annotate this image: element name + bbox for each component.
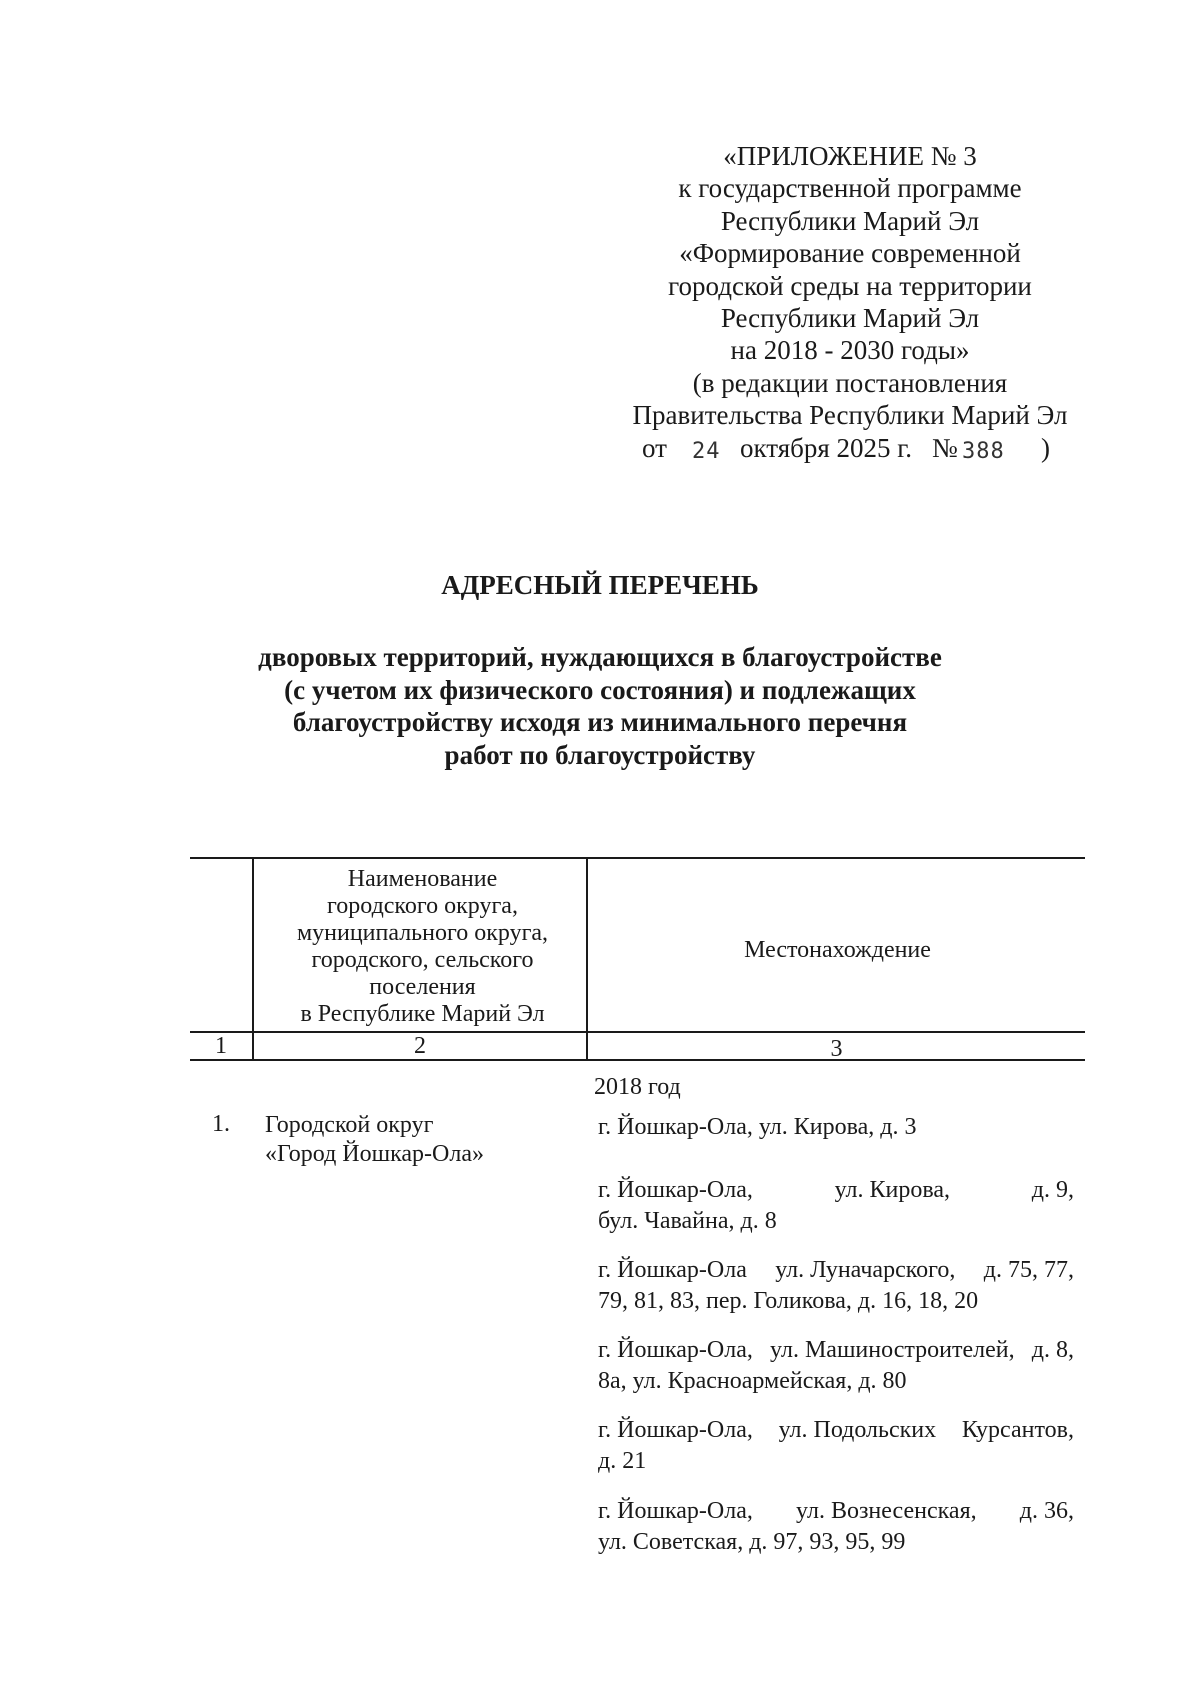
address-entry bbox=[598, 1112, 1074, 1143]
address-line bbox=[598, 1112, 1074, 1143]
address-entry bbox=[598, 1175, 1074, 1237]
column-number-3: 3 bbox=[830, 1036, 843, 1062]
row-number: 1. bbox=[212, 1111, 230, 1137]
subtitle-line: благоустройству исходя из минимального перечня bbox=[292, 707, 908, 737]
appendix-line: на 2018 - 2030 годы» bbox=[730, 335, 970, 366]
address-text: г. Йошкар-Ола bbox=[598, 1257, 747, 1283]
column-header-line: муниципального округа, bbox=[296, 920, 549, 946]
address-text: д. 8, bbox=[1031, 1337, 1074, 1363]
address-line: бул. Чавайна, д. 8 bbox=[598, 1208, 777, 1234]
address-entry bbox=[598, 1335, 1074, 1397]
subtitle-line: дворовых территорий, нуждающихся в благоустройстве bbox=[258, 642, 942, 672]
appendix-line: Правительства Республики Марий Эл bbox=[632, 400, 1068, 431]
subtitle-line: работ по благоустройству bbox=[444, 739, 756, 770]
address-line: д. 21 bbox=[598, 1448, 647, 1474]
address-text: г. Йошкар-Ола, bbox=[598, 1177, 753, 1203]
resolution-number-handwritten: 388 bbox=[962, 438, 1005, 464]
address-entry bbox=[598, 1415, 1074, 1477]
column-header-name bbox=[255, 866, 590, 1028]
resolution-date-line bbox=[600, 432, 1100, 464]
date-day-handwritten: 24 bbox=[692, 438, 721, 464]
column-number-1: 1 bbox=[215, 1033, 227, 1059]
appendix-line: Республики Марий Эл bbox=[720, 303, 980, 334]
column-header-line: городского, сельского bbox=[311, 947, 534, 973]
address-line: ул. Советская, д. 97, 93, 95, 99 bbox=[598, 1529, 906, 1555]
address-text: ул. Кирова, bbox=[834, 1177, 951, 1203]
document-title: АДРЕСНЫЙ ПЕРЕЧЕНЬ bbox=[441, 570, 759, 600]
column-number-2: 2 bbox=[414, 1033, 426, 1059]
date-prefix: от bbox=[642, 432, 667, 463]
column-header-line: городского округа, bbox=[327, 893, 518, 919]
district-line: «Город Йошкар-Ола» bbox=[265, 1141, 484, 1167]
district-name bbox=[265, 1111, 484, 1169]
address-line bbox=[598, 1335, 1074, 1366]
address-line: 79, 81, 83, пер. Голикова, д. 16, 18, 20 bbox=[598, 1288, 979, 1314]
address-entry bbox=[598, 1255, 1074, 1317]
column-header-line: в Республике Марий Эл bbox=[300, 1001, 545, 1027]
appendix-line: городской среды на территории bbox=[668, 270, 1032, 301]
appendix-line: (в редакции постановления bbox=[692, 367, 1008, 398]
appendix-line: к государственной программе bbox=[678, 173, 1022, 204]
district-line: Городской округ bbox=[265, 1112, 434, 1138]
address-text: г. Йошкар-Ола, bbox=[598, 1337, 753, 1363]
column-header-location: Местонахождение bbox=[744, 937, 931, 963]
subtitle-line: (с учетом их физического состояния) и подлежащих bbox=[284, 674, 916, 705]
address-text: ул. Вознесенская, bbox=[796, 1498, 977, 1524]
column-header-line: Наименование bbox=[347, 866, 498, 892]
address-text: ул. Машиностроителей, bbox=[770, 1337, 1015, 1363]
table-top-border bbox=[190, 857, 1085, 859]
date-month-year: октября 2025 г. bbox=[740, 432, 913, 463]
address-text: ул. Луначарского, bbox=[775, 1257, 956, 1283]
closing-parenthesis: ) bbox=[1041, 432, 1050, 463]
number-sign: № bbox=[932, 432, 958, 463]
address-line bbox=[598, 1175, 1074, 1206]
document-subtitle bbox=[200, 641, 1000, 771]
address-text: д. 75, 77, bbox=[983, 1257, 1074, 1283]
address-line bbox=[598, 1496, 1074, 1527]
appendix-line: «ПРИЛОЖЕНИЕ № 3 bbox=[723, 141, 977, 171]
appendix-line: «Формирование современной bbox=[679, 238, 1021, 269]
address-line: 8а, ул. Красноармейская, д. 80 bbox=[598, 1368, 907, 1394]
address-line bbox=[598, 1255, 1074, 1286]
address-text: Курсантов, bbox=[961, 1417, 1074, 1443]
address-text: г. Йошкар-Ола, bbox=[598, 1498, 753, 1524]
address-text: ул. Подольских bbox=[778, 1417, 937, 1443]
address-text: г. Йошкар-Ола, ул. Кирова, д. 3 bbox=[598, 1114, 917, 1140]
address-text: д. 9, bbox=[1031, 1177, 1074, 1203]
year-heading: 2018 год bbox=[594, 1074, 681, 1100]
address-line bbox=[598, 1415, 1074, 1446]
column-header-line: поселения bbox=[369, 974, 476, 1000]
table-column-divider bbox=[252, 857, 254, 1061]
address-text: д. 36, bbox=[1019, 1498, 1074, 1524]
appendix-header bbox=[600, 140, 1100, 464]
appendix-line: Республики Марий Эл bbox=[720, 205, 980, 236]
address-entry bbox=[598, 1496, 1074, 1558]
address-text: г. Йошкар-Ола, bbox=[598, 1417, 753, 1443]
